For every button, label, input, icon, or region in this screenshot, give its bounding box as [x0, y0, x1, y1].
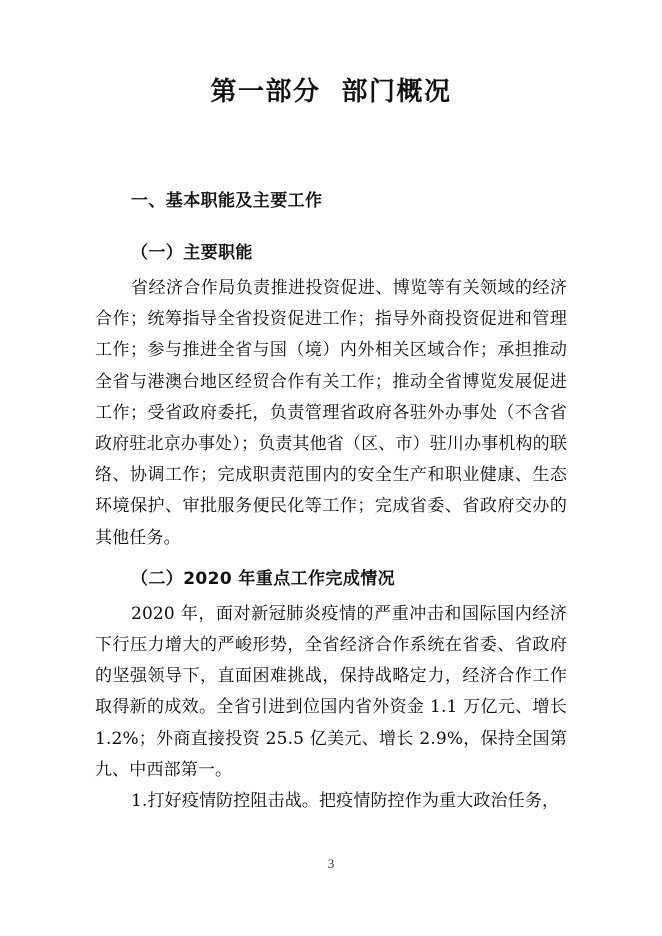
page-number: 3: [327, 856, 335, 871]
section-heading-basic-functions: 一、基本职能及主要工作: [131, 191, 323, 211]
subsection-heading-2020-key-work: （二）2020 年重点工作完成情况: [131, 568, 396, 589]
page-title: 第一部分 部门概况: [210, 77, 452, 107]
document-body: [95, 186, 567, 817]
paragraph-item-1-epidemic-control: 1.打好疫情防控阻击战。把疫情防控作为重大政治任务，: [131, 791, 560, 812]
paragraph-2020-summary: 2020 年，面对新冠肺炎疫情的严重冲击和国际国内经济下行压力增大的严峻形势，全省经济合作系统在省委、省政府的坚强领导下，直面困难挑战，保持战略定力，经济合作工作取得新的成效。全省引进到位国内省外资金 1.1 万亿元、增长 1.2%；外商直接投资 25.5 亿美元、增长 2.9%，保持全国第九、中西部第一。: [95, 603, 567, 780]
subsection-heading-main-duties: （一）主要职能: [131, 243, 253, 263]
paragraph-main-duties: 省经济合作局负责推进投资促进、博览等有关领域的经济合作；统筹指导全省投资促进工作；指导外商投资促进和管理工作；参与推进全省与国（境）内外相关区域合作；承担推动全省与港澳台地区经贸合作有关工作；推动全省博览发展促进工作；受省政府委托，负责管理省政府各驻外办事处（不含省政府驻北京办事处）；负责其他省（区、市）驻川办事机构的联络、协调工作；完成职责范围内的安全生产和职业健康、生态环境保护、审批服务便民化等工作；完成省委、省政府交办的其他任务。: [95, 278, 567, 548]
